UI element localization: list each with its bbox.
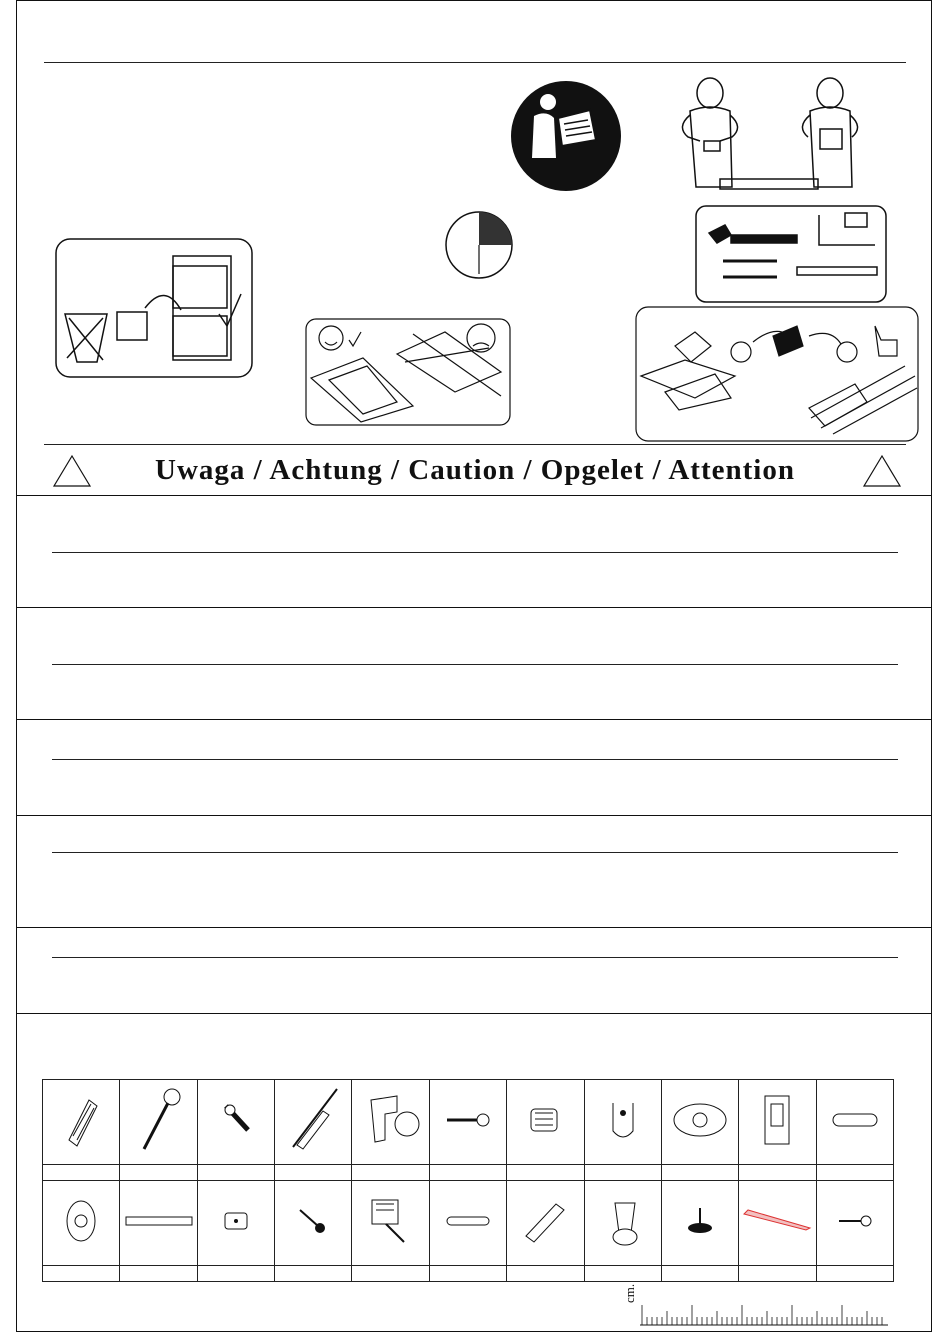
part-cell bbox=[352, 1080, 429, 1165]
section-rule bbox=[52, 664, 898, 665]
part-cell bbox=[739, 1080, 816, 1165]
part-cell bbox=[197, 1080, 274, 1165]
header-rule bbox=[44, 62, 906, 63]
part-cell bbox=[352, 1181, 429, 1266]
wall-plate-icon bbox=[757, 1090, 797, 1150]
part-label bbox=[43, 1266, 120, 1282]
part-label bbox=[816, 1165, 893, 1181]
part-label bbox=[429, 1266, 506, 1282]
small-plate-icon bbox=[221, 1209, 251, 1233]
nail-icon bbox=[296, 1206, 330, 1236]
cam-fitting-icon bbox=[670, 1098, 730, 1142]
reading-manual-icon bbox=[510, 80, 622, 192]
part-label bbox=[197, 1165, 274, 1181]
adjustable-screw-icon bbox=[603, 1193, 643, 1249]
check-parts-phone-icon bbox=[635, 306, 919, 442]
connector-bolt-icon bbox=[218, 1100, 254, 1140]
ruler-unit-label: cm. bbox=[622, 1283, 637, 1303]
section-rule bbox=[52, 852, 898, 853]
part-label bbox=[507, 1266, 584, 1282]
two-person-assembly-icon bbox=[668, 75, 878, 200]
warning-title: Uwaga / Achtung / Caution / Opgelet / Attention bbox=[155, 454, 795, 486]
clip-connector-icon bbox=[361, 1090, 421, 1150]
part-cell bbox=[661, 1080, 738, 1165]
part-label bbox=[661, 1266, 738, 1282]
part-label bbox=[661, 1165, 738, 1181]
hanging-bracket-icon bbox=[603, 1095, 643, 1145]
part-label bbox=[352, 1165, 429, 1181]
wall-anchor-icon bbox=[283, 1085, 343, 1155]
part-label bbox=[584, 1165, 661, 1181]
tools-icon bbox=[695, 205, 887, 303]
small-screw-icon bbox=[443, 1108, 493, 1132]
cam-lock-icon bbox=[525, 1103, 565, 1137]
tiny-screw-icon bbox=[835, 1211, 875, 1231]
title-rule bbox=[44, 444, 906, 445]
part-label bbox=[739, 1266, 816, 1282]
part-cell bbox=[507, 1181, 584, 1266]
assemble-on-soft-surface-icon bbox=[305, 318, 511, 426]
part-label bbox=[816, 1266, 893, 1282]
part-cell bbox=[197, 1181, 274, 1266]
part-cell bbox=[584, 1080, 661, 1165]
furniture-foot-icon bbox=[683, 1204, 717, 1238]
clock-quarter-icon bbox=[444, 210, 514, 280]
short-rod-icon bbox=[443, 1211, 493, 1231]
screw-icon bbox=[134, 1087, 184, 1153]
touch-up-pen-icon bbox=[740, 1206, 814, 1236]
part-cell bbox=[816, 1181, 893, 1266]
part-cell bbox=[816, 1080, 893, 1165]
part-label bbox=[739, 1165, 816, 1181]
part-label bbox=[275, 1266, 352, 1282]
shelf-bracket-icon bbox=[366, 1194, 416, 1248]
long-dowel-icon bbox=[520, 1196, 570, 1246]
part-cell bbox=[661, 1181, 738, 1266]
section-separator bbox=[16, 607, 932, 608]
parts-table bbox=[42, 1079, 894, 1280]
round-knob-icon bbox=[61, 1196, 101, 1246]
section-rule bbox=[52, 552, 898, 553]
part-cell bbox=[429, 1080, 506, 1165]
part-cell bbox=[429, 1181, 506, 1266]
section-separator bbox=[16, 1013, 932, 1014]
part-label bbox=[584, 1266, 661, 1282]
section-separator bbox=[16, 815, 932, 816]
part-label bbox=[429, 1165, 506, 1181]
section-separator bbox=[16, 927, 932, 928]
section-rule bbox=[52, 957, 898, 958]
part-label bbox=[43, 1165, 120, 1181]
part-label bbox=[197, 1266, 274, 1282]
wooden-dowel-icon bbox=[61, 1090, 101, 1150]
rod-icon bbox=[827, 1105, 883, 1135]
part-cell bbox=[275, 1080, 352, 1165]
section-rule bbox=[52, 759, 898, 760]
part-cell bbox=[584, 1181, 661, 1266]
part-label bbox=[275, 1165, 352, 1181]
part-cell bbox=[43, 1080, 120, 1165]
part-cell bbox=[120, 1080, 197, 1165]
part-label bbox=[507, 1165, 584, 1181]
handle-icon bbox=[122, 1211, 196, 1231]
section-separator bbox=[16, 719, 932, 720]
part-label bbox=[120, 1266, 197, 1282]
part-cell bbox=[275, 1181, 352, 1266]
part-cell bbox=[120, 1181, 197, 1266]
section-separator bbox=[16, 495, 932, 496]
part-cell bbox=[43, 1181, 120, 1266]
part-label bbox=[352, 1266, 429, 1282]
ruler-scale bbox=[640, 1303, 892, 1327]
part-cell bbox=[507, 1080, 584, 1165]
part-cell bbox=[739, 1181, 816, 1266]
part-label bbox=[120, 1165, 197, 1181]
keep-manual-filing-icon bbox=[55, 238, 253, 378]
